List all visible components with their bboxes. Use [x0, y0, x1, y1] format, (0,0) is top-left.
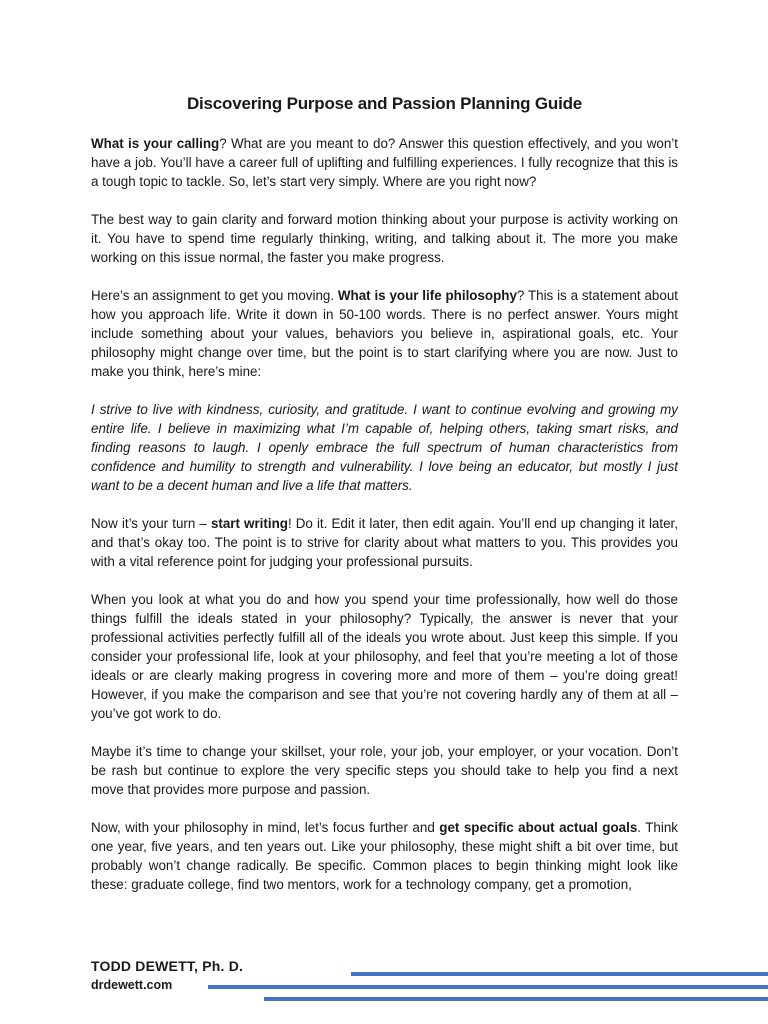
- bold-phrase-start-writing: start writing: [210, 516, 288, 531]
- paragraph-change: Maybe it’s time to change your skillset, your role, your job, your employer, or your vocation. Don’t be rash but continue to explore the very specific steps you should take to help you find a next move that provides more purpose and passion.: [91, 744, 678, 797]
- paragraph-clarity: The best way to gain clarity and forward motion thinking about your purpose is activity working on it. You have to spend time regularly thinking, writing, and talking about it. The more you make working on this issue normal, the faster you make progress.: [91, 212, 678, 265]
- paragraph-goals: [91, 818, 678, 894]
- bold-phrase-goals: get specific about actual goals: [439, 820, 638, 835]
- paragraph-text: ? What are you meant to do? Answer this question effectively, and you won’t have a job. You’ll have a career full of uplifting and fulfilling experiences. I fully recognize that this is a tough topic to tackle. So, let’s start very simply. Where are you right now?: [91, 136, 678, 189]
- footer-accent-rule: [351, 972, 768, 976]
- paragraph-text: . Think one year, five years, and ten years out. Like your philosophy, these might shift a bit over time, but probably won’t change radically. Be specific. Common places to begin thinking might look like these: graduate college, find two mentors, work for a technology company, get a promotion,: [91, 820, 678, 892]
- paragraph-philosophy-example: I strive to live with kindness, curiosity, and gratitude. I want to continue evolving and growing my entire life. I believe in maximizing what I’m capable of, helping others, taking smart risks, and finding reasons to laugh. I openly embrace the full spectrum of human characteristics from confidence and humility to strength and vulnerability. I love being an educator, but mostly I just want to be a decent human and live a life that matters.: [91, 402, 678, 493]
- paragraph-start-writing: [91, 514, 678, 571]
- footer-accent-rule: [208, 985, 768, 989]
- document-page: [91, 94, 678, 913]
- paragraph-calling: [91, 134, 678, 191]
- bold-phrase-life-philosophy: What is your life philosophy: [337, 288, 517, 303]
- paragraph-text: ! Do it. Edit it later, then edit again. You’ll end up changing it later, and that’s okay too. The point is to strive for clarity about what matters to you. This provides you with a vital reference point for judging your professional pursuits.: [91, 516, 678, 569]
- footer-author-name: TODD DEWETT, Ph. D.: [91, 958, 244, 974]
- paragraph-professional-fit: When you look at what you do and how you spend your time professionally, how well do those things fulfill the ideals stated in your philosophy? Typically, the answer is never that your professional activities perfectly fulfill all of the ideals you wrote about. Just keep this simple. If you consider your professional life, look at your philosophy, and feel that you’re meeting a lot of those ideals or are clearly making progress in covering more and more of them – you’re doing great! However, if you make the comparison and see that you’re not covering hardly any of them at all – you’ve got work to do.: [91, 592, 678, 721]
- paragraph-assignment: [91, 286, 678, 381]
- paragraph-text: Here’s an assignment to get you moving.: [91, 288, 338, 303]
- paragraph-text: ? This is a statement about how you approach life. Write it down in 50-100 words. There is no perfect answer. Yours might include something about your values, behaviors you believe in, aspirational goals, etc. Your philosophy might change over time, but the point is to start clarifying where you are now. Just to make you think, here’s mine:: [91, 288, 678, 379]
- bold-phrase-calling: What is your calling: [91, 136, 220, 151]
- footer-website: drdewett.com: [91, 978, 173, 992]
- footer-accent-rule: [264, 997, 768, 1001]
- document-title: Discovering Purpose and Passion Planning Guide: [186, 94, 583, 113]
- paragraph-text: Now, with your philosophy in mind, let’s focus further and: [91, 820, 440, 835]
- paragraph-text: Now it’s your turn –: [91, 516, 211, 531]
